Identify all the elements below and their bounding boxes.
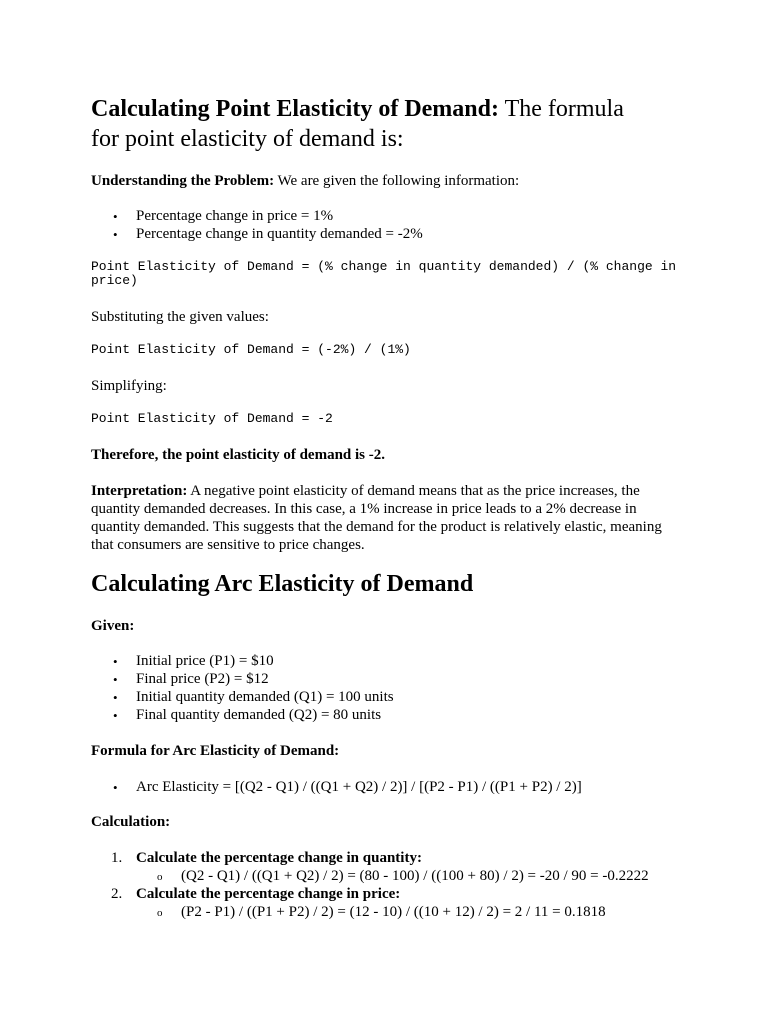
interpretation-line4: that consumers are sensitive to price changes. bbox=[91, 537, 365, 553]
understanding-label: Understanding the Problem: bbox=[91, 173, 275, 189]
substituted-formula: Point Elasticity of Demand = (-2%) / (1%) bbox=[91, 342, 411, 357]
calculation-label: Calculation: bbox=[91, 814, 171, 830]
list-item: Percentage change in quantity demanded = -2% bbox=[136, 226, 423, 242]
interpretation-line3: quantity demanded. This suggests that the demand for the product is relatively elastic, meaning bbox=[91, 519, 662, 535]
list-item: Initial quantity demanded (Q1) = 100 units bbox=[136, 689, 394, 705]
section1-heading-line1 bbox=[91, 94, 624, 124]
bullet-glyph: • bbox=[113, 672, 118, 687]
understanding-paragraph bbox=[91, 172, 519, 190]
section2-heading: Calculating Arc Elasticity of Demand bbox=[91, 571, 474, 597]
bullet-glyph: • bbox=[113, 708, 118, 723]
section1-heading-rest: The formula bbox=[499, 96, 624, 122]
interpretation-text: A negative point elasticity of demand means that as the price increases, the bbox=[187, 483, 640, 499]
step-number: 2. bbox=[111, 886, 123, 902]
bullet-glyph: • bbox=[113, 690, 118, 705]
list-item: Initial price (P1) = $10 bbox=[136, 653, 274, 669]
given-label: Given: bbox=[91, 618, 135, 634]
understanding-text: We are given the following information: bbox=[274, 173, 520, 189]
interpretation-line2: quantity demanded decreases. In this case, a 1% increase in price leads to a 2% decrease in bbox=[91, 501, 637, 517]
sub-bullet-glyph: o bbox=[157, 907, 163, 919]
substituting-text: Substituting the given values: bbox=[91, 309, 269, 325]
formula-label: Formula for Arc Elasticity of Demand: bbox=[91, 743, 340, 759]
sub-bullet-glyph: o bbox=[157, 871, 163, 883]
bullet-glyph: • bbox=[113, 654, 118, 669]
list-item: Final price (P2) = $12 bbox=[136, 671, 269, 687]
section1-heading-line2: for point elasticity of demand is: bbox=[91, 126, 404, 152]
list-item: Arc Elasticity = [(Q2 - Q1) / ((Q1 + Q2) / 2)] / [(P2 - P1) / ((P1 + P2) / 2)] bbox=[136, 779, 582, 795]
step-number: 1. bbox=[111, 850, 123, 866]
step-detail: (P2 - P1) / ((P1 + P2) / 2) = (12 - 10) / ((10 + 12) / 2) = 2 / 11 = 0.1818 bbox=[181, 904, 606, 920]
section1-heading-bold: Calculating Point Elasticity of Demand: bbox=[91, 96, 499, 122]
simplified-formula: Point Elasticity of Demand = -2 bbox=[91, 411, 333, 426]
bullet-glyph: • bbox=[113, 209, 118, 224]
step-detail: (Q2 - Q1) / ((Q1 + Q2) / 2) = (80 - 100) / ((100 + 80) / 2) = -20 / 90 = -0.2222 bbox=[181, 868, 649, 884]
conclusion-text: Therefore, the point elasticity of demand is -2. bbox=[91, 447, 386, 463]
bullet-glyph: • bbox=[113, 780, 118, 795]
simplifying-text: Simplifying: bbox=[91, 378, 167, 394]
list-item: Final quantity demanded (Q2) = 80 units bbox=[136, 707, 382, 723]
interpretation-label: Interpretation: bbox=[91, 483, 188, 499]
list-item: Percentage change in price = 1% bbox=[136, 208, 334, 224]
step-title: Calculate the percentage change in price: bbox=[136, 886, 401, 902]
interpretation-line1 bbox=[91, 482, 640, 500]
formula-line1: Point Elasticity of Demand = (% change in quantity demanded) / (% change in bbox=[91, 259, 677, 274]
bullet-glyph: • bbox=[113, 227, 118, 242]
formula-line2: price) bbox=[91, 273, 138, 288]
step-title: Calculate the percentage change in quantity: bbox=[136, 850, 422, 866]
